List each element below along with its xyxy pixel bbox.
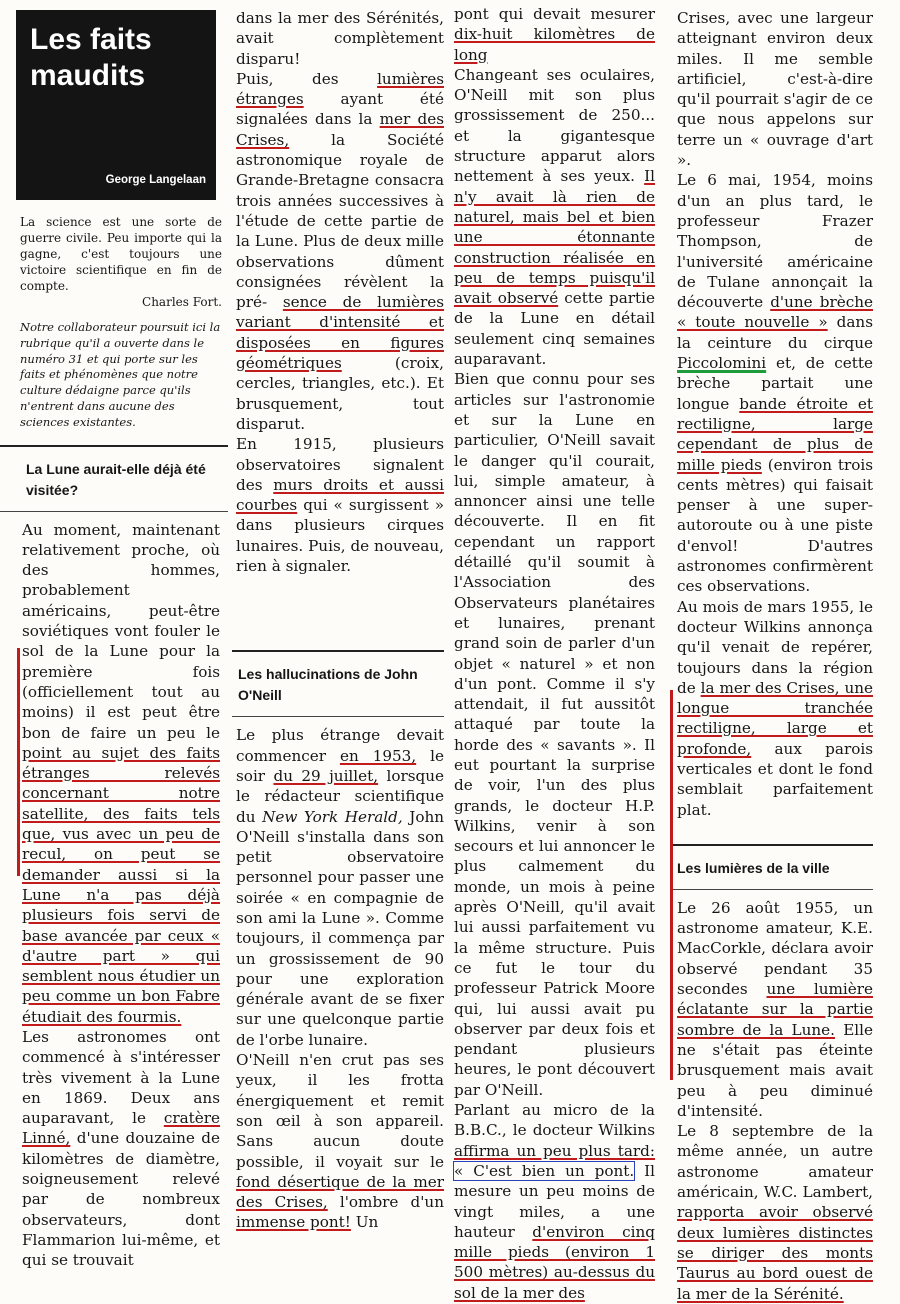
text-run: cette partie de la Lune en détail seulement cinq semaines auparavant.: [454, 289, 655, 369]
boxed-quote: « C'est bien un pont.: [454, 1161, 635, 1180]
article-body: [673, 0, 873, 820]
paragraph: [236, 69, 444, 434]
paragraph: [677, 597, 873, 820]
text-run: Elle ne s'était pas éteinte brusquement mais avait peu à peu diminué d'intensité.: [677, 1020, 873, 1120]
column-1: [0, 0, 228, 1271]
article-body: [0, 512, 228, 1271]
text-run: le soir: [236, 746, 444, 785]
highlighted-text: d'environ cinq mille pieds (environ 1 500 mètres) au-dessus du sol de la mer des: [454, 1222, 655, 1302]
text-run: En 1915, plusieurs observatoires signalent des: [236, 435, 444, 494]
highlighted-text: murs droits et aussi courbes: [236, 475, 444, 515]
article-body: [232, 717, 444, 1232]
paragraph: [677, 170, 873, 596]
highlighted-text: d'une brèche « toute nouvelle »: [677, 293, 873, 332]
text-run: Le 26 août 1955, un astronome amateur, K.E. MacCorkle, déclara avoir observé pendant 35 secondes: [677, 898, 873, 999]
column-3: [450, 0, 655, 1303]
article-body: [232, 0, 444, 576]
paragraph: dans la mer des Sérénités, avait complètement disparu!: [236, 9, 444, 68]
epigraph-author: Charles Fort.: [142, 295, 222, 309]
highlighted-text: affirma un peu plus tard:: [454, 1141, 655, 1160]
highlighted-text: une lumière éclatante sur la partie sombre de la Lune.: [677, 980, 873, 1039]
column-4: [673, 0, 873, 1304]
text-run: et, de cette brèche partait une longue: [677, 354, 873, 413]
header-box: [16, 10, 216, 200]
margin-mark: [670, 690, 673, 1080]
paragraph: [677, 898, 873, 1121]
paragraph: [236, 434, 444, 576]
text-run: John O'Neill s'installa dans son petit observatoire personnel pour passer une soirée « en compagnie de son ami la Lune ». Comme toujours, il commença par un grossissement de 90 pour une exploration générale avant de se fixer sur une quelconque partie de l'orbe lunaire.: [236, 807, 445, 1049]
highlighted-text: mer des Crises,: [236, 110, 444, 149]
epigraph: [20, 214, 222, 310]
article-body: [673, 890, 873, 1304]
text-run: Il mesure un peu moins de vingt miles, a une hauteur: [454, 1161, 655, 1241]
text-run: Au mois de mars 1955, le docteur Wilkins annonça qu'il venait de repérer, toujours dans la région de: [677, 597, 873, 697]
paragraph: [22, 520, 220, 1027]
column-2: [232, 0, 444, 1233]
highlighted-text: du 29 juillet,: [273, 766, 379, 785]
text-run: pont qui devait mesurer: [454, 5, 655, 23]
text-run: l'ombre d'un: [339, 1193, 444, 1212]
text-run: la Société astronomique royale de Grande-Bretagne consacra trois années successives à l'étude de cette partie de la Lune. Plus de deux mille observations dûment consignées révèlent la pré-: [236, 130, 444, 312]
highlighted-text: rapporta avoir observé deux lumières distinctes se diriger des monts Taurus au bord ouest de la mer de la Sérénité.: [677, 1203, 873, 1303]
paragraph: Crises, avec une largeur atteignant environ deux miles. Il me semble artificiel, c'est-à-dire qu'il pourrait s'agir de ce que nous appelons sur terre un « ouvrage d'art ».: [677, 9, 873, 170]
text-run: Au moment, maintenant relativement proche, où des hommes, probablement américains, peut-être soviétiques vont fouler le sol de la Lune pour la première fois (officiellement tout au moins) il est peut être bon de faire un peu le: [22, 520, 220, 742]
section-heading: La Lune aurait-elle déjà été visitée?: [0, 445, 228, 512]
highlighted-text: lumières étranges: [236, 69, 445, 109]
highlighted-text: immense pont!: [236, 1213, 351, 1232]
author-name: George Langelaan: [105, 174, 206, 186]
text-run: Le 6 mai, 1954, moins d'un an plus tard, le professeur Frazer Thompson, de l'université américaine de Tulane annonçait la découverte: [677, 171, 873, 312]
section-heading: Les hallucinations de John O'Neill: [232, 650, 444, 717]
text-run: qui « surgissent » dans plusieurs cirques lunaires. Puis, de nouveau, rien à signaler.: [236, 496, 444, 576]
page-title: Les faits maudits: [30, 23, 152, 92]
text-run: Le 8 septembre de la même année, un autre astronome amateur américain, W.C. Lambert,: [677, 1122, 873, 1202]
highlighted-text: dix-huit kilomètres de long: [454, 25, 655, 64]
highlighted-text: en 1953,: [339, 746, 417, 765]
text-run: (environ trois cents mètres) qui faisait penser à une super-autoroute ou à une piste d'envol! D'autres astronomes confirmèrent ces observations.: [677, 455, 874, 596]
epigraph-text: La science est une sorte de guerre civile. Peu importe qui la gagne, c'est toujours une victoire scientifique en fin de compte.: [20, 215, 222, 293]
paragraph: Bien que connu pour ses articles sur l'astronomie et sur la Lune en particulier, O'Neill savait le danger qu'il courait, lui, simple amateur, à annoncer ainsi une telle découverte. Il en fit cependant un rapport détaillé qu'il soumit à l'Association des Observateurs planétaires et lunaires, prenant grand soin de parler d'un objet « naturel » et non d'un pont. Comme il s'y attendait, il fut aussitôt attaqué par toute la horde des « savants ». Il eut pourtant la surprise de voir, l'un des plus grands, le docteur H.P. Wilkins, venir à son secours et lui annoncer le plus calmement du monde, un mois à peine après O'Neill, qu'il avait lui aussi parfaitement vu la même structure. Puis ce fut le tour du professeur Patrick Moore qui, lui aussi avait pu observer par deux fois et pendant plusieurs heures, le pont découvert par O'Neill.: [454, 370, 655, 1099]
highlighted-text: sence de lumières variant d'intensité et disposées en figures géométriques: [236, 293, 444, 373]
intro-text: Notre collaborateur poursuit ici la rubrique qu'il a ouverte dans le numéro 31 et qui porte sur les faits et phénomènes que notre culture dédaigne parce qu'ils n'entrent dans aucune des sciences existantes.: [20, 320, 221, 429]
text-run: aux parois verticales et dont le fond semblait parfaitement plat.: [677, 739, 874, 819]
text-run: Puis, des: [236, 69, 339, 88]
margin-mark: [17, 648, 20, 876]
paragraph: [454, 1100, 655, 1303]
section-heading: Les lumières de la ville: [673, 844, 873, 890]
text-run: Parlant au micro de la B.B.C., le docteur Wilkins: [454, 1101, 655, 1140]
text-run: Un: [355, 1213, 379, 1232]
text-run: Le plus étrange devait commencer: [236, 726, 444, 765]
text-run: O'Neill n'en crut pas ses yeux, il les frotta énergiquement et remit son œil à son appareil. Sans aucun doute possible, il voyait sur le: [236, 1051, 444, 1171]
text-run: lorsque le rédacteur scientifique du: [236, 766, 445, 826]
highlighted-text: point au sujet des faits étranges relevés concernant notre satellite, des faits tels que, vus avec un peu de recul, on peut se demander aussi si la Lune n'a pas déjà plusieurs fois servi de base avancée par ceux « d'autre part » qui semblent nous étudier un peu comme un bon Fabre étudiait des fourmis.: [22, 743, 220, 1026]
paragraph: [236, 725, 444, 1050]
text-run: Changeant ses oculaires, O'Neill mit son plus grossissement de 250... et la gigantesque structure apparut alors nettement à ses yeux.: [454, 65, 655, 186]
text-run: d'une douzaine de kilomètres de diamètre, soigneusement relevé par de nombreux observateurs, dont Flammarion lui-même, et qui se trouvait: [22, 1129, 220, 1270]
text-run: (croix, cercles, triangles, etc.). Et brusquement, tout disparut.: [236, 354, 444, 433]
paragraph: [677, 1121, 873, 1304]
highlighted-text: bande étroite et rectiligne, large cependant de plus de mille pieds: [677, 394, 873, 474]
highlighted-text: fond désertique de la mer des Crises,: [236, 1172, 444, 1212]
text-run: ayant été signalées dans la: [236, 90, 445, 129]
paragraph: [454, 65, 655, 369]
highlighted-text: cratère Linné,: [22, 1109, 221, 1148]
article-body: [450, 0, 655, 1303]
paragraph: [22, 1027, 220, 1271]
highlighted-text: Piccolomini: [677, 354, 767, 373]
highlighted-text: la mer des Crises, une longue tranchée rectiligne, large et profonde,: [677, 678, 873, 758]
text-run: Les astronomes ont commencé à s'intéresser très vivement à la Lune en 1869. Deux ans auparavant, le: [22, 1028, 220, 1128]
highlighted-text: Il n'y avait là rien de naturel, mais bel et bien une étonnante construction réalisée en peu de temps puisqu'il avait observé: [454, 167, 656, 308]
paragraph: [454, 4, 655, 65]
publication-name: New York Herald,: [262, 807, 403, 826]
text-run: dans la ceinture du cirque: [677, 313, 874, 352]
paragraph: [236, 1050, 444, 1233]
